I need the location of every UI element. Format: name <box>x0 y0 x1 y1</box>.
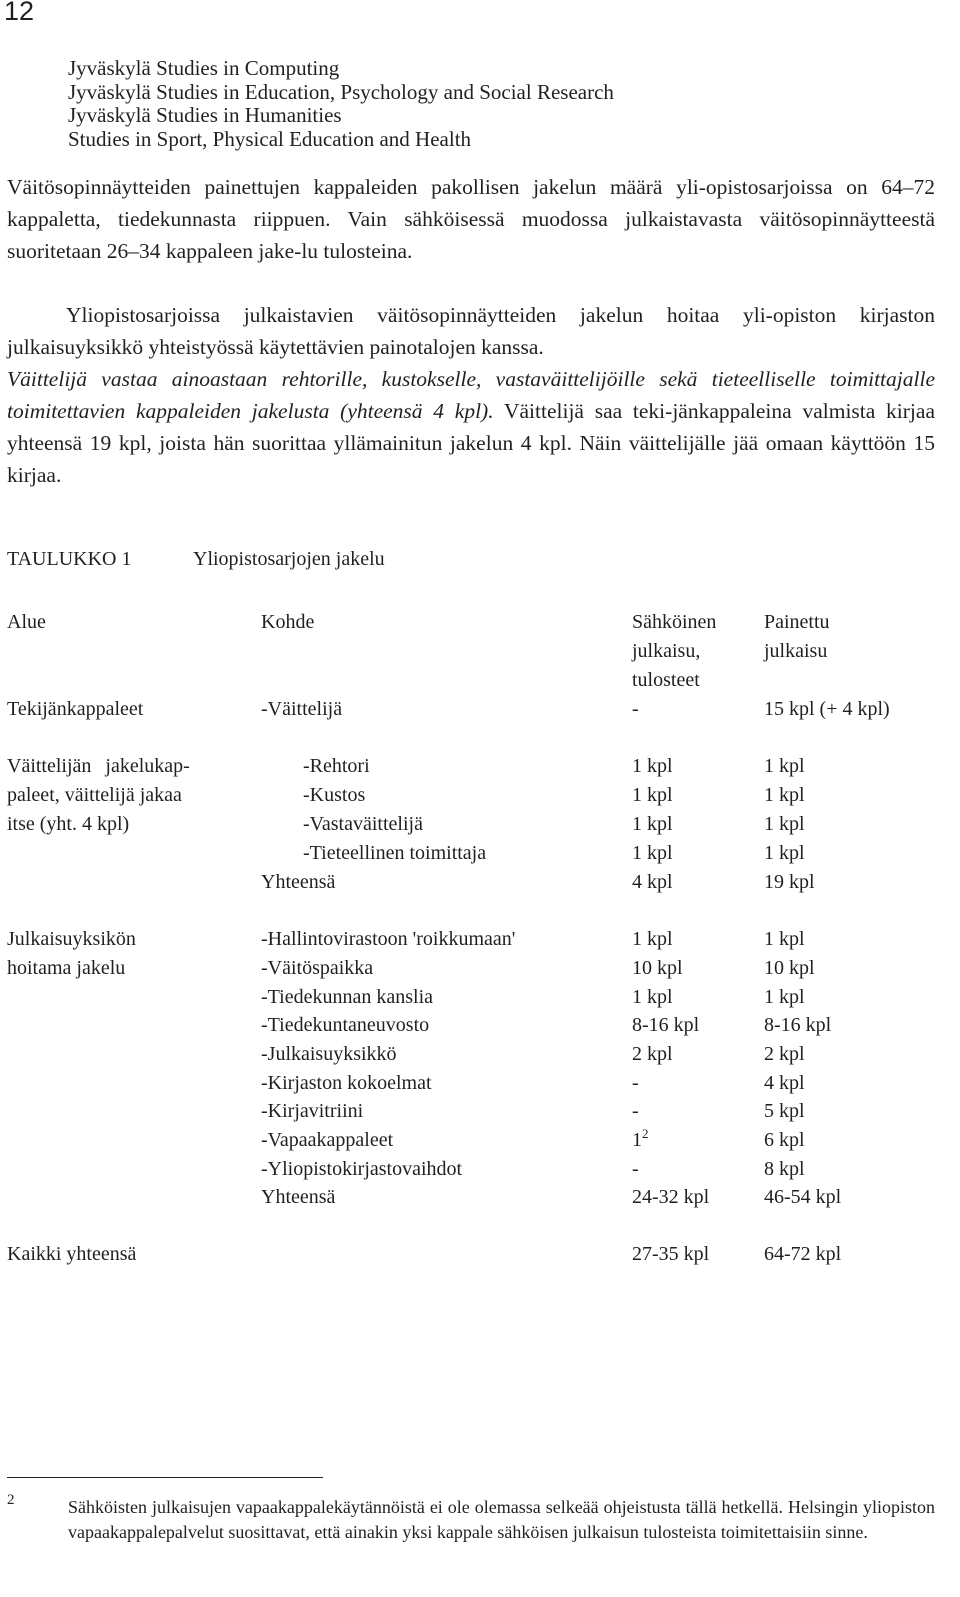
cell-electronic: 1 kpl <box>632 842 673 864</box>
series-item: Jyväskylä Studies in Education, Psychology and Social Research <box>68 79 614 104</box>
cell-electronic: - <box>632 1072 639 1094</box>
cell-area: Väittelijän jakelukap- <box>7 755 190 777</box>
cell-electronic: 8-16 kpl <box>632 1014 700 1036</box>
cell-printed: 15 kpl (+ 4 kpl) <box>764 698 890 720</box>
cell-target: -Rehtori <box>303 755 370 777</box>
paragraph-author-responsibility <box>7 363 935 491</box>
cell-electronic: 1 kpl <box>632 986 673 1008</box>
cell-target: -Kustos <box>303 784 366 806</box>
series-list <box>68 57 614 151</box>
series-item: Jyväskylä Studies in Humanities <box>68 103 342 127</box>
cell-electronic: 24-32 kpl <box>632 1186 710 1208</box>
footnote-text: Sähköisten julkaisujen vapaakappalekäytännöistä ei ole olemassa selkeää ohjeistusta tällä hetkellä. Helsingin yliopiston vapaakappalepalvelut suosittavat, että ainakin yksi kappale sähköisen julkaisun tulosteista toimitettaisiin sinne. <box>68 1497 935 1542</box>
header-electronic: julkaisu, <box>632 640 701 662</box>
footnote-divider <box>7 1477 323 1478</box>
footnote-reference: 2 <box>642 1126 649 1141</box>
cell-printed: 64-72 kpl <box>764 1243 842 1265</box>
cell-printed: 1 kpl <box>764 986 805 1008</box>
cell-printed: 1 kpl <box>764 755 805 777</box>
cell-printed: 2 kpl <box>764 1043 805 1065</box>
cell-electronic: 27-35 kpl <box>632 1243 710 1265</box>
cell-printed: 10 kpl <box>764 957 815 979</box>
cell-printed: 6 kpl <box>764 1129 805 1151</box>
header-electronic: Sähköinen <box>632 611 717 633</box>
series-item: Jyväskylä Studies in Computing <box>68 56 340 80</box>
cell-value: 1 <box>632 1129 642 1151</box>
italic-sentence: Väittelijä vastaa ainoastaan rehtorille, kustokselle, vastaväittelijöille sekä tieteelliselle toimittajalle toimitettavien kappaleiden jakelusta (yhteensä 4 kpl). <box>7 367 935 423</box>
cell-target: -Kirjaston kokoelmat <box>261 1072 432 1094</box>
cell-printed: 1 kpl <box>764 842 805 864</box>
cell-electronic: 1 kpl <box>632 928 673 950</box>
cell-electronic: - <box>632 698 639 720</box>
cell-electronic: - <box>632 1158 639 1180</box>
cell-target: -Vapaakappaleet <box>261 1129 394 1151</box>
cell-electronic: 2 kpl <box>632 1043 673 1065</box>
cell-printed: 8 kpl <box>764 1158 805 1180</box>
cell-electronic: 1 kpl <box>632 813 673 835</box>
paragraph-distribution-amount: Väitösopinnäytteiden painettujen kappaleiden pakollisen jakelun määrä yli-opistosarjoissa on 64–72 kappaletta, tiedekunnasta riippuen. Vain sähköisessä muodossa julkaistavasta väitösopinnäytteestä suoritetaan 26–34 kappaleen jake-lu tulosteina. <box>7 175 935 263</box>
cell-electronic: 1 kpl <box>632 784 673 806</box>
header-area: Alue <box>7 611 46 633</box>
cell-target: -Vastaväittelijä <box>303 813 423 835</box>
cell-area: Tekijänkappaleet <box>7 698 144 720</box>
cell-area: hoitama jakelu <box>7 957 126 979</box>
header-target: Kohde <box>261 611 315 633</box>
cell-area: paleet, väittelijä jakaa <box>7 784 182 806</box>
cell-electronic: 1 kpl <box>632 755 673 777</box>
cell-target: -Väitöspaikka <box>261 957 374 979</box>
paragraph-rest: Väittelijä saa teki-jänkappaleina valmista kirjaa yhteensä 19 kpl, joista hän suorittaa yllämainitun jakelun 4 kpl. Näin väittelijälle jää omaan käyttöön 15 kirjaa. <box>7 399 935 487</box>
cell-printed: 46-54 kpl <box>764 1186 842 1208</box>
cell-printed: 1 kpl <box>764 784 805 806</box>
cell-electronic <box>632 1126 649 1155</box>
cell-target: -Julkaisuyksikkö <box>261 1043 397 1065</box>
cell-printed: 8-16 kpl <box>764 1014 832 1036</box>
cell-area: Kaikki yhteensä <box>7 1243 137 1265</box>
header-printed: julkaisu <box>764 640 828 662</box>
cell-target: -Hallintovirastoon 'roikkumaan' <box>261 928 516 950</box>
table-number: TAULUKKO 1 <box>7 548 132 570</box>
paragraph-distribution-handling: Yliopistosarjoissa julkaistavien väitösopinnäytteiden jakelun hoitaa yli-opiston kirjaston julkaisuyksikkö yhteistyössä käytettävien painotalojen kanssa. <box>7 303 935 359</box>
cell-area: itse (yht. 4 kpl) <box>7 813 130 835</box>
cell-target: -Tieteellinen toimittaja <box>303 842 487 864</box>
cell-printed: 1 kpl <box>764 928 805 950</box>
page-number: 12 <box>4 0 35 26</box>
cell-target: -Kirjavitriini <box>261 1100 364 1122</box>
cell-printed: 1 kpl <box>764 813 805 835</box>
table-caption <box>7 548 385 571</box>
series-item: Studies in Sport, Physical Education and Health <box>68 126 472 151</box>
header-printed: Painettu <box>764 611 830 633</box>
cell-printed: 5 kpl <box>764 1100 805 1122</box>
cell-electronic: 4 kpl <box>632 871 673 893</box>
cell-target: Yhteensä <box>261 1186 336 1208</box>
cell-target: -Yliopistokirjastovaihdot <box>261 1158 463 1180</box>
table-title: Yliopistosarjojen jakelu <box>193 548 385 570</box>
header-electronic: tulosteet <box>632 669 700 691</box>
cell-electronic: 10 kpl <box>632 957 683 979</box>
cell-electronic: - <box>632 1100 639 1122</box>
cell-target: Yhteensä <box>261 871 336 893</box>
cell-printed: 19 kpl <box>764 871 815 893</box>
cell-target: -Väittelijä <box>261 698 343 720</box>
cell-target: -Tiedekunnan kanslia <box>261 986 434 1008</box>
footnote-mark: 2 <box>7 1492 15 1508</box>
cell-target: -Tiedekuntaneuvosto <box>261 1014 430 1036</box>
cell-area: Julkaisuyksikön <box>7 928 136 950</box>
cell-printed: 4 kpl <box>764 1072 805 1094</box>
